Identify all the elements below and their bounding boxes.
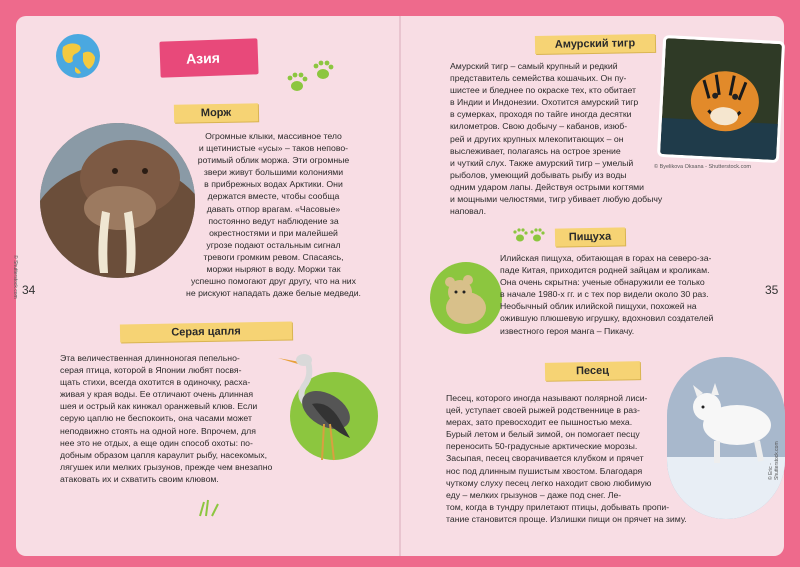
walrus-label: Морж [174, 103, 258, 122]
walrus-photo [40, 123, 195, 278]
walrus-text: Огромные клыки, массивное тело и щетинистые «усы» – таков непово- ротимый облик моржа. Эти огромные звери живут большими колониями в прибрежных водах Арктики. Они держатся вместе, чтобы сообща давать отпор врагам. «Часовые» постоянно ведут наблюдение за окрестностями и при малейшей угрозе подают остальным сигнал тревоги громким ревом. Спасаясь, моржи ныряют в воду. Моржи так успешно помогают друг другу, что на них не рискуют нападать даже белые медведи. [186, 131, 361, 299]
pika-circle [430, 262, 502, 334]
walrus-credit: © Shutterstock.com [12, 255, 18, 299]
tiger-credit: © Byelikova Oksana - Shutterstock.com [654, 164, 751, 170]
pika-text: Илийская пищуха, обитающая в горах на северо-за- паде Китая, приходится родней зайцам и кроликам. Она очень скрытна: ученые обнаружили ее только в начале 1980-х гг. и с тех пор видели около 30 раз. Необычный облик илийской пищухи, похожей на ожившую плюшевую игрушку, вдохновил создателей известного героя манга – Пикачу. [500, 253, 714, 336]
page-number-right: 35 [765, 283, 779, 297]
heron-text: Эта величественная длинноногая пепельно- серая птица, которой в Японии любят посвя- щать стихи, всегда охотится в одиночку, расха- живая у края воды. Ее отличают очень длинная шея и острый как кинжал оранжевый клюв. Если серую цаплю не беспокоить, она часами может неподвижно стоять на одной ноге. Впрочем, для нее это не отдых, а еще один способ охоты: по- добным образом цапля караулит рыбу, насекомых, лягушек или мелких грызунов, прежде чем внезапно атаковать их и схватить своим клювом. [60, 353, 273, 484]
fox-label: Песец [545, 361, 640, 381]
fox-credit: © Eric - Shutterstock.com [768, 441, 780, 480]
paw-prints-small-icon [512, 226, 546, 244]
globe-icon [55, 33, 101, 79]
page-number-left: 34 [22, 283, 36, 297]
spine [399, 16, 401, 556]
tiger-text: Амурский тигр – самый крупный и редкий представитель семейства кошачьих. Он пу- шистее и бледнее по окраске тех, кто обитает в Индии и Индонезии. Охотится амурский тигр в сумерках, проходя по тайге иногда десятки километров. Свою добычу – кабанов, изюб- рей и других крупных млекопитающих – он выслеживает, полагаясь на острое зрение и чуткий слух. Также амурский тигр – умелый рыболов, умеющий добывать рыбу из воды одним ударом лапы. Действуя острыми когтями и мощными челюстями, тигр убивает любую добычу наповал. [450, 61, 663, 217]
paw-prints-icon [285, 58, 337, 98]
grass-icon [196, 498, 224, 518]
fox-text: Песец, которого иногда называют полярной лиси- цей, уступает своей рыжей родственнице в раз- мерах, зато превосходит ее пышностью меха. Бурый летом и белый зимой, он помогает песцу переносить 50-градусные арктические морозы. Засыпая, песец сворачивается клубком и прячет нос под длинным пушистым хвостом. Благодаря чуткому слуху песец легко находит свою любимую еду – мелких грызунов – даже под снег. Ле- том, когда в тундру прилетают птицы, добывать пропи- тание становится проще. Излишки пищи он прячет на зиму. [446, 393, 687, 524]
heron-label: Серая цапля [120, 322, 292, 343]
tiger-label: Амурский тигр [535, 34, 655, 54]
page-title: Азия [159, 38, 258, 77]
pika-label: Пищуха [555, 227, 625, 246]
